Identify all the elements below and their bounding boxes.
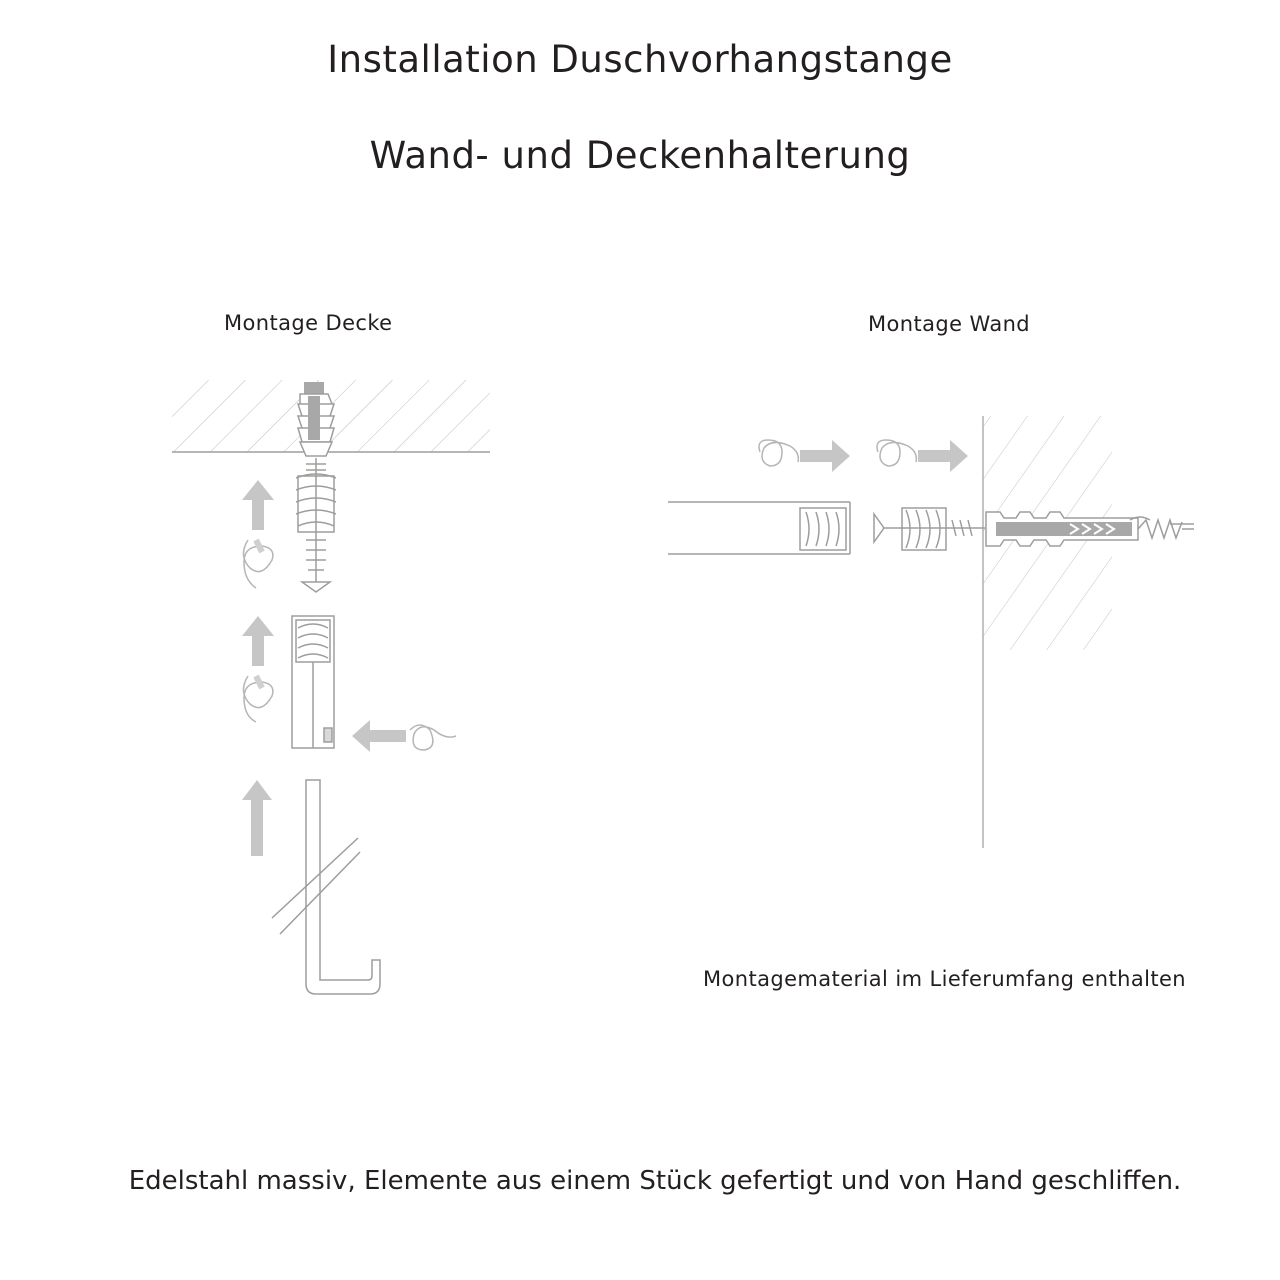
rod-end [668, 502, 850, 554]
up-arrow-icon [242, 616, 274, 666]
up-arrow-icon [242, 780, 272, 856]
page-subtitle: Wand- und Deckenhalterung [369, 134, 911, 177]
ceiling-mount-diagram [172, 380, 490, 994]
up-arrow-icon [242, 480, 274, 530]
connector-sleeve [292, 616, 334, 748]
screw [296, 458, 336, 592]
ceiling-mount-label: Montage Decke [224, 311, 393, 335]
screw [874, 508, 985, 550]
rotation-icon [243, 676, 272, 722]
rotation-icon [759, 440, 798, 466]
page-title: Installation Duschvorhangstange [327, 38, 953, 81]
left-arrow-icon [352, 720, 406, 752]
included-material-note: Montagematerial im Lieferumfang enthalten [703, 967, 1187, 991]
wall-mount-label: Montage Wand [868, 312, 1031, 336]
right-arrow-icon [918, 440, 968, 472]
footer-text: Edelstahl massiv, Elemente aus einem Stück gefertigt und von Hand geschliffen. [128, 1166, 1182, 1196]
wall-mount-diagram [668, 416, 1194, 848]
right-arrow-icon [800, 440, 850, 472]
rotation-icon [410, 725, 456, 750]
rotation-icon [877, 440, 916, 466]
rotation-icon [243, 540, 272, 588]
allen-key [272, 780, 380, 994]
